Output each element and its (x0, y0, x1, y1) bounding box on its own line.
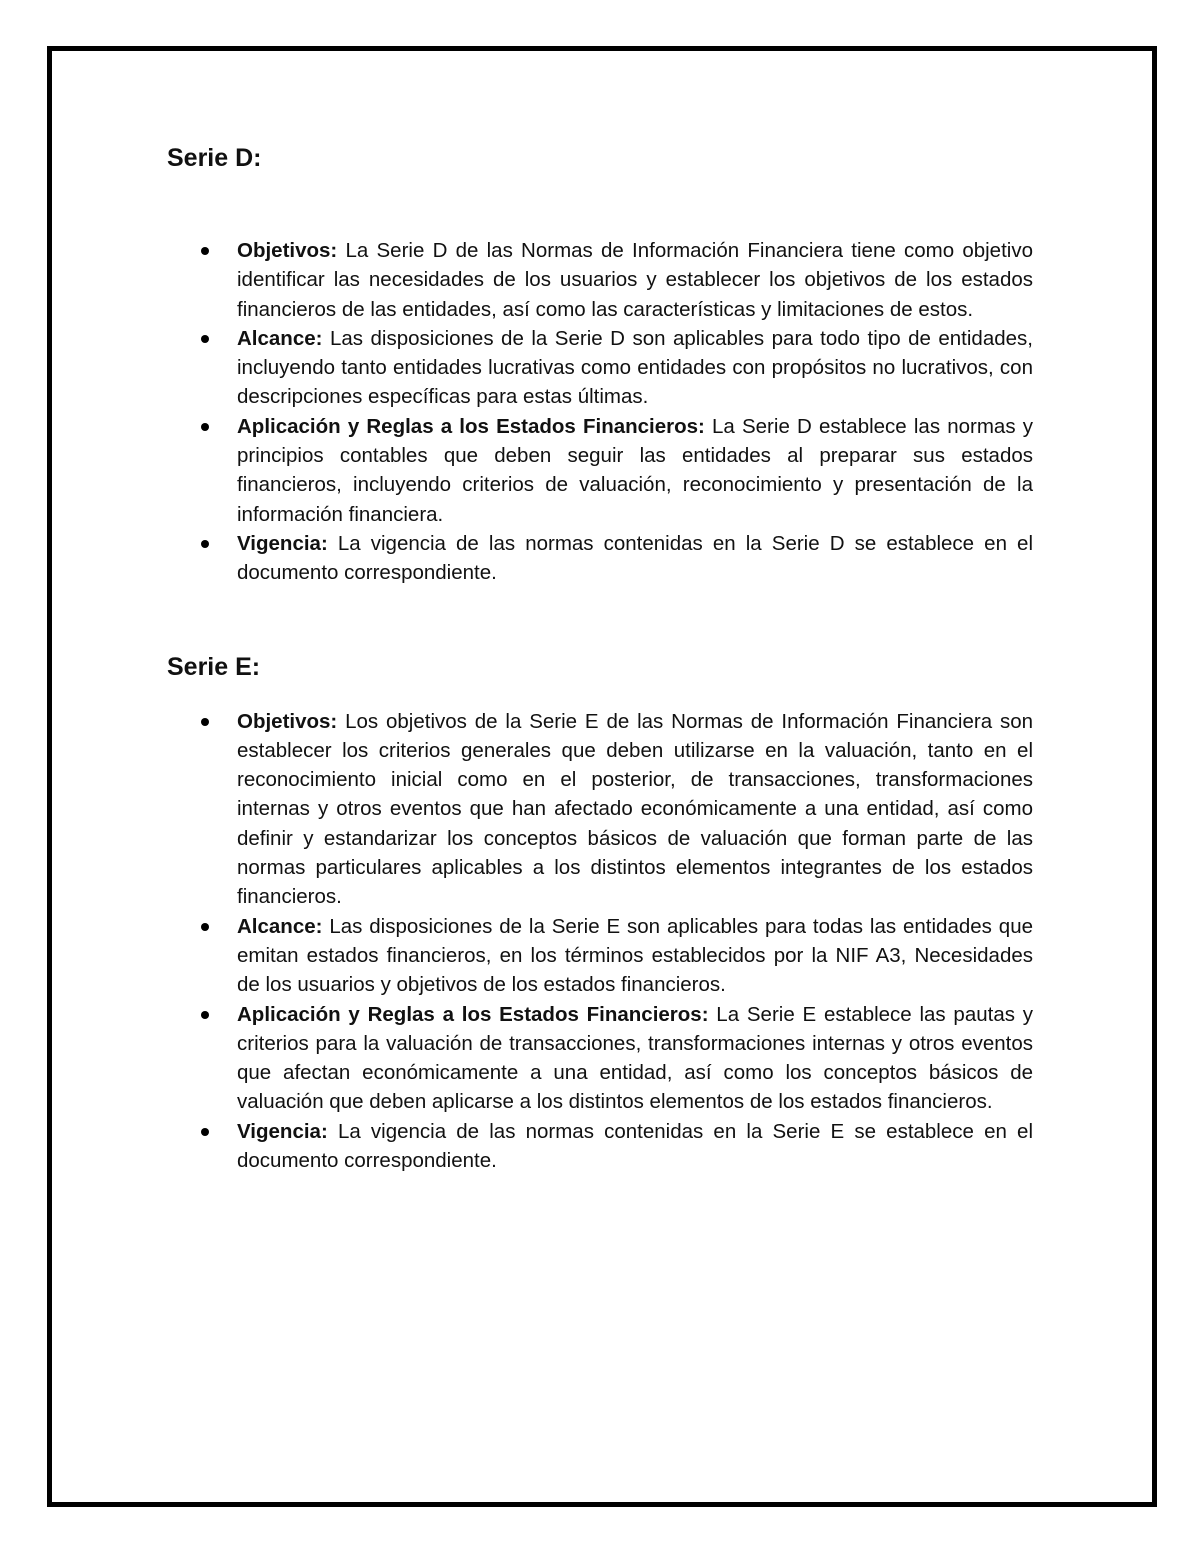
item-text: La Serie D de las Normas de Información Financiera tiene como objetivo identificar las necesidades de los usuarios y establecer los objetivos de los estados financieros de las entidades, así como las características y limitaciones de estos. (237, 239, 1033, 321)
list-item-serie-e-alcance (167, 912, 1033, 1000)
item-term: Alcance: (237, 914, 323, 938)
item-text: La vigencia de las normas contenidas en la Serie E se establece en el documento correspondiente. (237, 1119, 1033, 1173)
bullet-icon (201, 1011, 209, 1019)
item-text: La Serie D establece las normas y principios contables que deben seguir las entidades al preparar sus estados financieros, incluyendo criterios de valuación, reconocimiento y presentación de la información financiera. (237, 414, 1033, 526)
bullet-icon (201, 247, 209, 255)
bullet-list-serie-d (167, 236, 1033, 588)
list-item-serie-d-aplicacion (167, 412, 1033, 529)
bullet-icon (201, 335, 209, 343)
item-term: Aplicación y Reglas a los Estados Financieros: (237, 414, 705, 438)
bullet-icon (201, 423, 209, 431)
section-heading-serie-d: Serie D: (167, 144, 262, 172)
list-item-serie-d-objetivos (167, 236, 1033, 324)
list-item-serie-e-aplicacion (167, 1000, 1033, 1117)
document-content (167, 140, 1033, 1175)
item-term: Objetivos: (237, 239, 338, 262)
bullet-icon (201, 1128, 209, 1136)
item-term: Vigencia: (237, 531, 328, 555)
section-heading-serie-e: Serie E: (167, 652, 261, 681)
list-item-serie-d-vigencia (167, 529, 1033, 588)
bullet-list-serie-e (167, 707, 1033, 1176)
item-term: Vigencia: (237, 1119, 328, 1143)
item-term: Alcance: (237, 326, 323, 350)
item-text: Las disposiciones de la Serie D son aplicables para todo tipo de entidades, incluyendo tanto entidades lucrativas como entidades con propósitos no lucrativos, con descripciones específicas para estas últimas. (237, 326, 1033, 409)
bullet-icon (201, 718, 209, 726)
item-text: La vigencia de las normas contenidas en la Serie D se establece en el documento correspondiente. (237, 531, 1033, 585)
item-text: Los objetivos de la Serie E de las Normas de Información Financiera son establecer los criterios generales que deben utilizarse en la valuación, tanto en el reconocimiento inicial como en el posterior, de transacciones, transformaciones internas y otros eventos que han afectado económicamente a una entidad, así como definir y estandarizar los conceptos básicos de valuación que forman parte de las normas particulares aplicables a los distintos elementos integrantes de los estados financieros. (237, 709, 1033, 909)
bullet-icon (201, 540, 209, 548)
item-term: Aplicación y Reglas a los Estados Financieros: (237, 1002, 709, 1026)
item-text: Las disposiciones de la Serie E son aplicables para todas las entidades que emitan estados financieros, en los términos establecidos por la NIF A3, Necesidades de los usuarios y objetivos de los estados financieros. (237, 914, 1033, 997)
item-term: Objetivos: (237, 709, 338, 733)
list-item-serie-e-objetivos (167, 707, 1033, 912)
list-item-serie-d-alcance (167, 324, 1033, 412)
item-text: La Serie E establece las pautas y criterios para la valuación de transacciones, transformaciones internas y otros eventos que afectan económicamente a una entidad, así como los conceptos básicos de valuación que deben aplicarse a los distintos elementos de los estados financieros. (237, 1002, 1033, 1114)
bullet-icon (201, 923, 209, 931)
list-item-serie-e-vigencia (167, 1117, 1033, 1176)
